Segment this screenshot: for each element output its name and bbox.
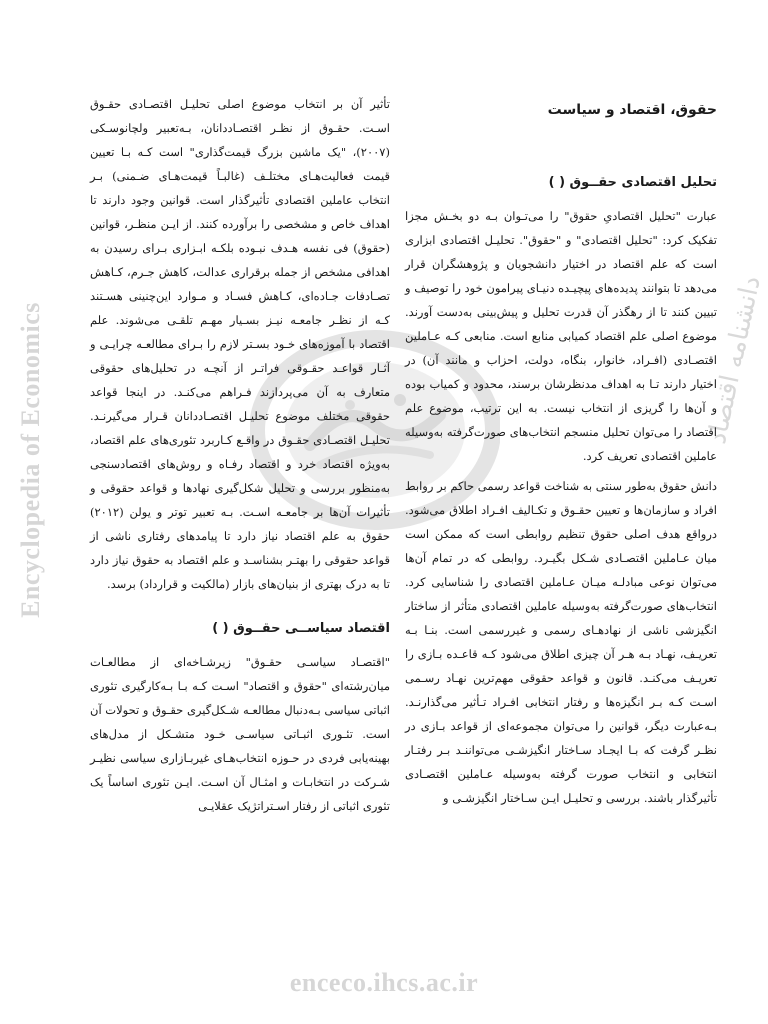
- left-column: [90, 92, 390, 824]
- side-watermark: Encyclopedia of Economics: [16, 302, 45, 618]
- footer-watermark: enceco.ihcs.ac.ir: [289, 968, 479, 997]
- paragraph: "اقتصـاد سیاسـی حقـوق" زیرشـاخه‌ای از مطالعـات میان‌رشته‌ای "حقوق و اقتصاد" اسـت کـه بـا بـه‌کارگیری تئوری اثباتی سیاسی بـه‌دنبال مطالعـه شـکل‌گیری حقـوق و تحولات آن است. تئـوری اثبـاتی سیاسـی خـود متشـکل از مدل‌های بهینه‌یابی فردی در حـوزه انتخاب‌هـای غیربـازاری سیاسی نظیـر شـرکت در انتخابـات و امثـال آن اسـت. ایـن تئوری اساساً یک تئوری اثباتی از رفتار اسـتراتژیک عقلایـی: [90, 655, 390, 813]
- paragraph: تأثیر آن بر انتخاب موضوع اصلی تحلیـل اقتصـادی حقـوق اسـت. حقـوق از نظـر اقتصـاددانان، بـه‌تعبیر ولچانوسـکی (۲۰۰۷)، "یک ماشین بزرگ قیمت‌گذاری" است کـه بـا تعیین قیمت فعالیت‌هـای مختلـف (غالبـاً قیمت‌هـای ضـمنی) بـر انتخاب عاملین اقتصادی تأثیرگذار است. قوانین وجود دارند تا اهداف خاص و مشخصی را برآورده کنند. از ایـن منظـر، قوانین (حقوق) فی نفسه هـدف نبـوده بلکـه ابـزاری بـرای رسیدن به اهدافی مشخص از جمله برقراری عدالت، کاهش جـرم، کـاهش تصـادفات جـاده‌ای، کـاهش فسـاد و مـوارد این‌چنینی هسـتند کـه از نظـر جامعـه نیـز بسـیار مهـم تلقـی می‌شوند. علم اقتصاد با آموزه‌های خـود بسـتر لازم را بـرای مطالعـه چرایـی و آثـار قواعـد حقـوقی فراتـر از آنچـه در تحلیل‌های حقوقی متعارف به آن می‌پردازند فـراهم می‌کنـد. در اینجا قواعد حقوقی مختلف موضوع تحلیـل اقتصـاددانان قـرار می‌گیرنـد. تحلیـل اقتصـادی حقـوق در واقـع کـاربرد تئوری‌های علم اقتصاد، به‌ویژه اقتصاد خرد و اقتصاد رفـاه و روش‌های اقتصادسنجی به‌منظور بررسی و تحلیل شکل‌گیری نهادها و قواعد حقوقی و تأثیرات آن‌ها بر جامعـه اسـت. بـه تعبیر توتر و یولن (۲۰۱۲) حقوق به علم اقتصاد نیاز دارد تا پیامدهای رفتاری ناشی از قواعد حقوقی را بهتـر بشناسـد و علم اقتصاد به حقوق نیاز دارد تا به درک بهتری از بنیان‌های بازار (مالکیت و قرارداد) برسد.: [90, 97, 390, 591]
- paragraph: عبارت "تحلیل اقتصادیِ حقوق" را می‌تـوان بـه دو بخـش مجزا تفکیک کرد: "تحلیل اقتصادی" و "حقوق". تحلیـل اقتصادی ابزاری است که علم اقتصاد در اختیار دانشجویان و پژوهشگران قرار می‌دهد تا بتوانند پدیده‌های پیچیـده دنیـای پیرامون خود را توصیف و تبیین کنند تا از رهگذر آن قدرت تحلیل و پیش‌بینی به‌دست آورند. موضوع اصلی علم اقتصاد کمیابی منابع است. منابعی کـه عـاملین اقتصـادی (افـراد، خانوار، بنگاه، دولت، احزاب و مانند آن) در اختیار دارند تـا به اهداف مدنظرشان برسند، محدود و کمیاب بوده و آن‌ها را گریزی از انتخاب نیست. به این ترتیب، موضوع علم اقتصاد را می‌توان تحلیل منسجم انتخاب‌های صورت‌گرفته به‌وسیله عاملین اقتصادی تعریف کرد.: [405, 209, 717, 463]
- section-heading-political-economy: اقتصاد سیاســی حقــوق ( ): [212, 621, 390, 636]
- paragraph: دانش حقوق به‌طور سنتی به شناخت قواعد رسمی حاکم بر روابط افراد و سازمان‌ها و تعیین حقـوق و تکـالیف افـراد اطلاق می‌شود. درواقع هدف اصلی حقوق تنظیم روابطی است که ممکن است میان عـاملین اقتصـادی شـکل بگیـرد. روابطی که در تمام آن‌ها می‌توان نوعی مبادلـه میـان عـاملین اقتصادی را شناسایی کرد. انتخاب‌های صورت‌گرفته به‌وسیله عاملین اقتصادی متأثر از ساختار انگیزشی ناشی از نهادهـای رسمی و غیررسمی است. بنـا بـه تعریـف، نهـاد بـه هـر آن چیزی اطلاق می‌شود کـه قاعـده بـازی را تعریـف می‌کنـد. قانون و قواعد حقوقی مهم‌ترین نهـاد رسـمی اسـت کـه بـر انگیزه‌ها و رفتار انتخابی افـراد تـأثیر می‌گذارنـد. بـه‌عبارت دیگر، قوانین را می‌توان مجموعه‌ای از قواعد بـازی در نظـر گرفت که بـا ایجـاد سـاختار انگیزشـی می‌تواننـد بـر رفتـار انتخابی و انتخاب صورت گرفته به‌وسیله عـاملین اقتصـادی تأثیرگذار باشند. بررسی و تحلیـل ایـن سـاختار انگیزشـی و: [405, 479, 717, 805]
- page-title: حقوق، اقتصاد و سیاست: [547, 102, 717, 118]
- persian-watermark: دانشنامه اقتصاد: [701, 273, 767, 447]
- right-column: [405, 92, 717, 816]
- section-heading-economic-analysis: تحلیل اقتصادی حقــوق ( ): [548, 175, 717, 190]
